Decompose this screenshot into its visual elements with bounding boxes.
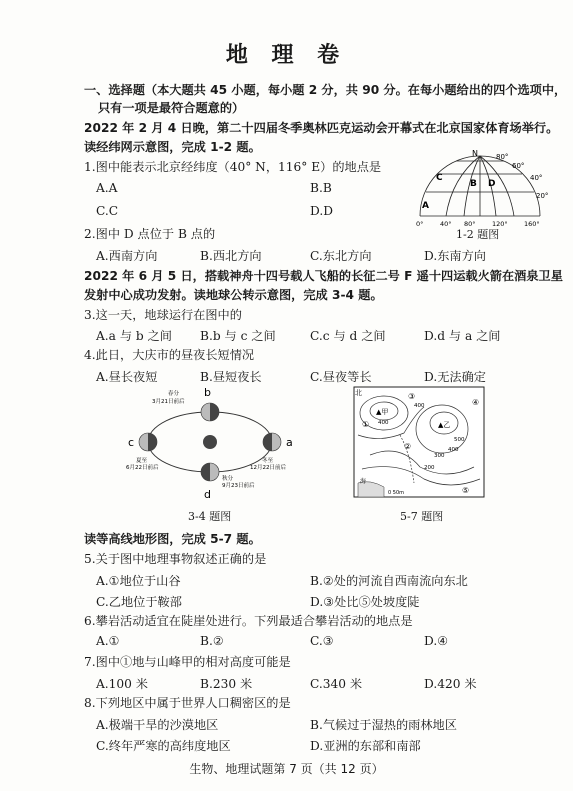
q4-option-a: A.昼长夜短 [96, 370, 158, 384]
intro1-line2: 读经纬网示意图，完成 1-2 题。 [84, 140, 261, 154]
mark-5: ⑤ [462, 486, 470, 495]
q7-stem: 7.图中①地与山峰甲的相对高度可能是 [84, 655, 291, 669]
q3-option-b: B.b 与 c 之间 [200, 329, 276, 343]
autumn-date: 9月23日前后 [222, 483, 255, 489]
lon-label-0: 0° [416, 220, 424, 228]
q2-option-d: D.东南方向 [424, 249, 486, 263]
lat-label-20: 20° [536, 192, 549, 200]
q1-option-d: D.D [310, 204, 333, 218]
q5-option-a: A.①地位于山谷 [96, 574, 181, 588]
graticule-figure [412, 148, 552, 238]
point-c-label: C [436, 173, 443, 183]
q8-stem: 8.下列地区中属于世界人口稠密区的是 [84, 696, 291, 710]
q3-stem: 3.这一天，地球运行在图中的 [84, 308, 242, 322]
mark-2: ② [404, 442, 412, 451]
q1-option-b: B.B [310, 181, 332, 195]
q5-option-d: D.③处比⑤处坡度陡 [310, 595, 420, 609]
q3-option-c: C.c 与 d 之间 [310, 329, 386, 343]
q6-option-d: D.④ [424, 634, 449, 648]
intro1-line1: 2022 年 2 月 4 日晚，第二十四届冬季奥林匹克运动会开幕式在北京国家体育场举行。 [84, 121, 559, 135]
mark-1: ① [362, 420, 370, 429]
q4-stem: 4.此日，大庆市的昼夜长短情况 [84, 348, 255, 362]
q2-option-b: B.西北方向 [200, 249, 262, 263]
figure34-caption: 3-4 题图 [188, 510, 232, 523]
q8-option-a: A.极端干旱的沙漠地区 [96, 718, 219, 732]
q4-option-d: D.无法确定 [424, 370, 486, 384]
summer-date: 6月22日前后 [126, 465, 159, 471]
figure12-caption: 1-2 题图 [456, 228, 500, 241]
q6-option-b: B.② [200, 634, 224, 648]
elev-label-2: 500 [454, 437, 465, 443]
q5-option-b: B.②处的河流自西南流向东北 [310, 574, 468, 588]
mark-4: ④ [472, 398, 480, 407]
orbit-letter-c: c [128, 436, 135, 449]
elev-label-5: 200 [424, 465, 435, 471]
sea-label: 海 [360, 478, 367, 485]
north-arrow-label: 北 [355, 389, 362, 397]
intro2-line1: 2022 年 6 月 5 日，搭载神舟十四号载人飞船的长征二号 F 遥十四运载火箭在酒泉卫星 [84, 269, 563, 283]
peak-jia-label: ▲甲 [376, 408, 389, 416]
q6-stem: 6.攀岩活动适宜在陡崖处进行。下列最适合攀岩活动的地点是 [84, 614, 413, 628]
q4-option-c: C.昼夜等长 [310, 370, 372, 384]
winter-label: 冬至 [262, 458, 274, 464]
q5-stem: 5.关于图中地理事物叙述正确的是 [84, 552, 267, 566]
q1-option-a: A.A [96, 181, 118, 195]
elev-label-3: 400 [448, 447, 459, 453]
winter-date: 12月22日前后 [250, 465, 286, 471]
elev-label-1: 400 [378, 420, 389, 426]
spring-date: 3月21日前后 [152, 399, 185, 405]
contour-figure [350, 383, 488, 501]
autumn-label: 秋分 [222, 476, 234, 482]
intro3: 读等高线地形图，完成 5-7 题。 [84, 532, 261, 546]
q1-option-c: C.C [96, 204, 119, 218]
figure57-caption: 5-7 题图 [400, 510, 444, 523]
orbit-letter-d: d [204, 488, 211, 501]
q8-option-c: C.终年严寒的高纬度地区 [96, 739, 231, 753]
q6-option-a: A.① [96, 634, 120, 648]
q8-option-d: D.亚洲的东部和南部 [310, 739, 421, 753]
north-label: N [472, 149, 478, 158]
point-d-label: D [488, 179, 496, 189]
q2-stem: 2.图中 D 点位于 B 点的 [84, 227, 216, 241]
lat-label-40: 40° [530, 174, 543, 182]
q2-option-c: C.东北方向 [310, 249, 372, 263]
lat-label-60: 60° [512, 162, 525, 170]
q3-option-a: A.a 与 b 之间 [96, 329, 172, 343]
q7-option-a: A.100 米 [96, 677, 148, 691]
summer-label: 夏至 [136, 458, 148, 464]
point-b-label: B [470, 179, 477, 189]
q7-option-c: C.340 米 [310, 677, 363, 691]
q3-option-d: D.d 与 a 之间 [424, 329, 501, 343]
peak-yi-label: ▲乙 [438, 421, 451, 429]
section-heading-line1: 一、选择题（本大题共 45 小题，每小题 2 分，共 90 分。在每小题给出的四个选项中， [84, 83, 567, 97]
intro2-line2: 发射中心成功发射。读地球公转示意图，完成 3-4 题。 [84, 288, 383, 302]
elev-label-6: 400 [414, 403, 425, 409]
page-footer: 生物、地理试题第 7 页（共 12 页） [189, 762, 384, 776]
point-a-label: A [422, 201, 429, 211]
q7-option-b: B.230 米 [200, 677, 253, 691]
orbit-letter-b: b [204, 386, 211, 399]
section-heading-line2: 只有一项是最符合题意的） [98, 101, 245, 115]
q7-option-d: D.420 米 [424, 677, 477, 691]
orbit-figure [118, 386, 304, 502]
q5-option-c: C.乙地位于鞍部 [96, 595, 182, 609]
lat-label-80: 80° [496, 153, 509, 161]
page-title: 地 理 卷 [225, 43, 348, 68]
lon-label-80: 80° [464, 220, 476, 228]
spring-label: 春分 [168, 391, 180, 397]
lon-label-160: 160° [524, 220, 540, 228]
orbit-letter-a: a [286, 436, 293, 449]
q2-option-a: A.西南方向 [96, 249, 158, 263]
scale-label: 0 50m [388, 490, 405, 496]
lon-label-40: 40° [440, 220, 452, 228]
q6-option-c: C.③ [310, 634, 334, 648]
q4-option-b: B.昼短夜长 [200, 370, 262, 384]
q8-option-b: B.气候过于湿热的雨林地区 [310, 718, 457, 732]
elev-label-4: 300 [434, 453, 445, 459]
q1-stem: 1.图中能表示北京经纬度（40° N，116° E）的地点是 [84, 160, 382, 174]
lon-label-120: 120° [492, 220, 508, 228]
mark-3: ③ [408, 392, 416, 401]
